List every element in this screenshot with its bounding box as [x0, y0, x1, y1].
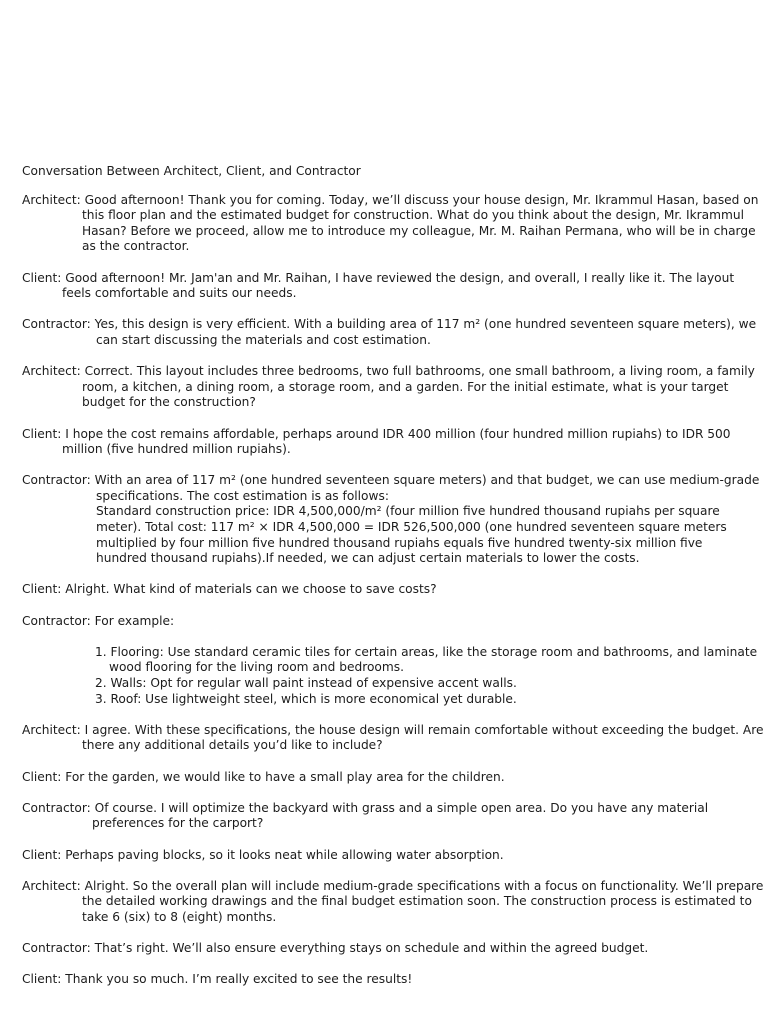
dialogue-paragraph — [22, 582, 748, 598]
dialogue-paragraph — [22, 271, 748, 302]
list-item — [22, 676, 748, 692]
dialogue-line: million (five hundred million rupiahs). — [62, 442, 291, 457]
list-item-line: 2. Walls: Opt for regular wall paint instead of expensive accent walls. — [95, 676, 517, 690]
dialogue-paragraph — [22, 614, 748, 630]
dialogue-paragraph — [22, 473, 760, 567]
dialogue-line: as the contractor. — [82, 239, 190, 254]
list-item — [22, 644, 758, 676]
dialogue-paragraph — [22, 801, 748, 832]
dialogue-paragraph — [22, 722, 764, 754]
dialogue-line: Client: I hope the cost remains affordable, perhaps around IDR 400 million (four hundred million rupiahs) to IDR 500 — [22, 426, 731, 441]
dialogue-line: Client: Good afternoon! Mr. Jam'an and Mr. Raihan, I have reviewed the design, and overall, I really like it. The layout — [22, 270, 735, 285]
dialogue-line: can start discussing the materials and cost estimation. — [96, 332, 431, 347]
dialogue-line: room, a kitchen, a dining room, a storage room, and a garden. For the initial estimate, what is your target — [82, 379, 729, 394]
dialogue-paragraph — [22, 848, 748, 864]
dialogue-line: Architect: Alright. So the overall plan will include medium-grade specifications with a focus on functionality. We’ll prepare — [22, 878, 764, 893]
dialogue-paragraph — [22, 192, 759, 255]
dialogue-line: preferences for the carport? — [92, 816, 264, 831]
dialogue-line: take 6 (six) to 8 (eight) months. — [82, 909, 277, 924]
dialogue-line: Contractor: That’s right. We’ll also ensure everything stays on schedule and within the agreed budget. — [22, 941, 649, 956]
dialogue-paragraph — [22, 878, 764, 926]
dialogue-line: specifications. The cost estimation is as follows: — [96, 488, 389, 503]
dialogue-line: multiplied by four million five hundred thousand rupiahs equals five hundred twenty-six million five — [96, 535, 703, 550]
dialogue-line: Standard construction price: IDR 4,500,000/m² (four million five hundred thousand rupiahs per square — [96, 504, 720, 519]
dialogue-line: feels comfortable and suits our needs. — [62, 286, 297, 301]
dialogue-line: Client: Perhaps paving blocks, so it looks neat while allowing water absorption. — [22, 847, 504, 862]
dialogue-line: Architect: I agree. With these specifications, the house design will remain comfortable without exceeding the budget. Are — [22, 722, 764, 737]
dialogue-section-continued — [22, 722, 764, 988]
dialogue-line: meter). Total cost: 117 m² × IDR 4,500,000 = IDR 526,500,000 (one hundred seventeen square meters — [96, 520, 727, 535]
material-list — [22, 644, 758, 707]
dialogue-line: Contractor: With an area of 117 m² (one hundred seventeen square meters) and that budget, we can use medium-grade — [22, 473, 760, 488]
document-title: Conversation Between Architect, Client, and Contractor — [22, 164, 361, 178]
dialogue-paragraph — [22, 941, 748, 957]
dialogue-paragraph — [22, 317, 757, 348]
dialogue-line: Contractor: Of course. I will optimize the backyard with grass and a simple open area. Do you have any material — [22, 800, 709, 815]
list-item — [22, 692, 748, 708]
dialogue-paragraph — [22, 770, 748, 786]
dialogue-line: Hasan? Before we proceed, allow me to introduce my colleague, Mr. M. Raihan Permana, who will be in charge — [82, 223, 756, 238]
dialogue-paragraph — [22, 427, 748, 458]
document-page — [22, 164, 764, 1003]
dialogue-line: Contractor: Yes, this design is very efficient. With a building area of 117 m² (one hundred seventeen square meters), we — [22, 317, 757, 332]
dialogue-line: budget for the construction? — [82, 395, 256, 410]
list-item-line: 3. Roof: Use lightweight steel, which is more economical yet durable. — [95, 691, 517, 706]
list-item-line: wood flooring for the living room and bedrooms. — [109, 660, 404, 675]
dialogue-paragraph — [22, 364, 755, 411]
dialogue-paragraph — [22, 972, 748, 988]
dialogue-line: hundred thousand rupiahs).If needed, we can adjust certain materials to lower the costs. — [96, 551, 640, 566]
list-item-line: 1. Flooring: Use standard ceramic tiles for certain areas, like the storage room and bathrooms, and laminate — [95, 644, 758, 659]
dialogue-line: Architect: Good afternoon! Thank you for coming. Today, we’ll discuss your house design, Mr. Ikrammul Hasan, based on — [22, 192, 759, 207]
dialogue-line: the detailed working drawings and the final budget estimation soon. The construction process is estimated to — [82, 894, 752, 909]
dialogue-line: Client: Thank you so much. I’m really excited to see the results! — [22, 972, 413, 987]
dialogue-line: Client: For the garden, we would like to have a small play area for the children. — [22, 769, 505, 784]
dialogue-line: Contractor: For example: — [22, 613, 175, 628]
dialogue-line: this floor plan and the estimated budget for construction. What do you think about the design, Mr. Ikrammul — [82, 208, 744, 223]
dialogue-line: Client: Alright. What kind of materials can we choose to save costs? — [22, 582, 437, 597]
dialogue-line: Architect: Correct. This layout includes three bedrooms, two full bathrooms, one small bathroom, a living room, a family — [22, 364, 755, 379]
dialogue-line: there any additional details you’d like to include? — [82, 738, 383, 753]
dialogue-section — [22, 192, 760, 630]
